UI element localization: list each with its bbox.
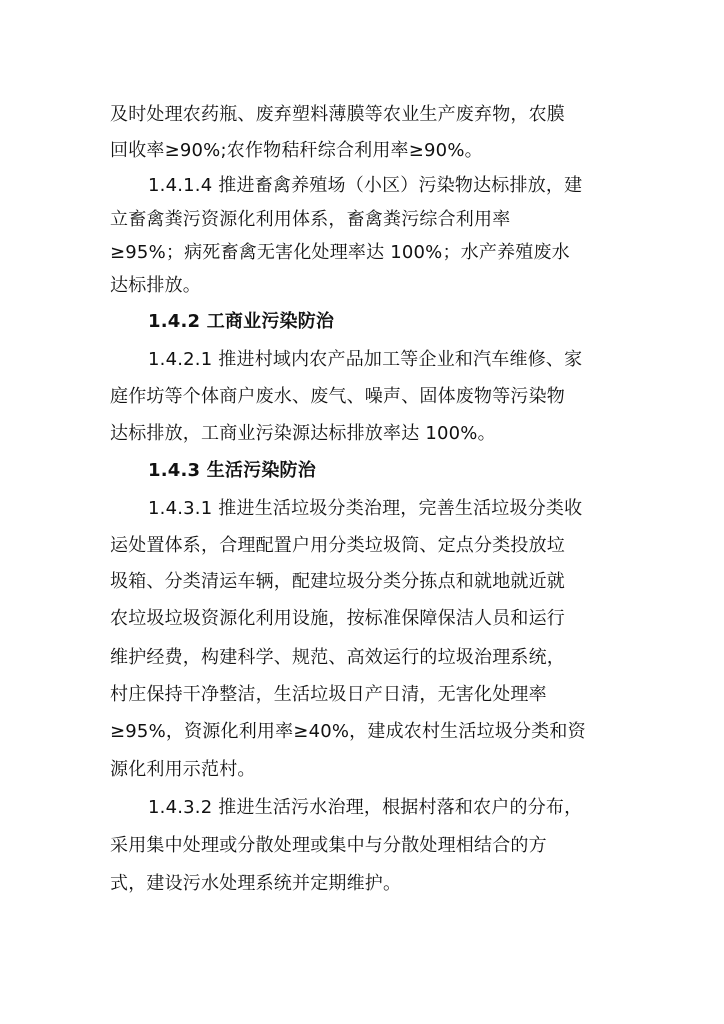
text-line: 庭作坊等个体商户废水、废气、噪声、固体废物等污染物 (110, 386, 565, 407)
text-line: 达标排放，工商业污染源达标排放率达 100%。 (110, 423, 496, 444)
text-line: 村庄保持干净整洁，生活垃圾日产日清，无害化处理率 (110, 684, 547, 705)
text-line: ≥95%，资源化利用率≥40%，建成农村生活垃圾分类和资 (110, 721, 586, 742)
section-1-4-3-2-paragraph-start: 1.4.3.2 推进生活污水治理，根据村落和农户的分布， (148, 797, 583, 818)
section-heading-1-4-3: 1.4.3 生活污染防治 (148, 460, 316, 481)
text-line: 达标排放。 (110, 275, 201, 296)
text-line: 立畜禽粪污资源化利用体系，畜禽粪污综合利用率 (110, 209, 511, 230)
text-line: 式，建设污水处理系统并定期维护。 (110, 873, 402, 894)
section-heading-1-4-2: 1.4.2 工商业污染防治 (148, 311, 335, 332)
text-line: 采用集中处理或分散处理或集中与分散处理相结合的方 (110, 835, 547, 856)
text-line: 维护经费，构建科学、规范、高效运行的垃圾治理系统， (110, 647, 565, 668)
section-1-4-2-1-paragraph-start: 1.4.2.1 推进村域内农产品加工等企业和汽车维修、家 (148, 349, 583, 370)
text-line: 圾箱、分类清运车辆，配建垃圾分类分拣点和就地就近就 (110, 571, 565, 592)
text-line: 源化利用示范村。 (110, 759, 256, 780)
text-line: 运处置体系，合理配置户用分类垃圾筒、定点分类投放垃 (110, 535, 565, 556)
section-1-4-3-1-paragraph-start: 1.4.3.1 推进生活垃圾分类治理，完善生活垃圾分类收 (148, 498, 583, 519)
text-line: 及时处理农药瓶、废弃塑料薄膜等农业生产废弃物，农膜 (110, 104, 565, 125)
text-line: 回收率≥90%;农作物秸秆综合利用率≥90%。 (110, 140, 483, 161)
text-line: 农垃圾垃圾资源化利用设施，按标准保障保洁人员和运行 (110, 608, 565, 629)
section-1-4-1-4-paragraph-start: 1.4.1.4 推进畜禽养殖场（小区）污染物达标排放，建 (148, 175, 583, 196)
text-line: ≥95%；病死畜禽无害化处理率达 100%；水产养殖废水 (110, 242, 570, 263)
